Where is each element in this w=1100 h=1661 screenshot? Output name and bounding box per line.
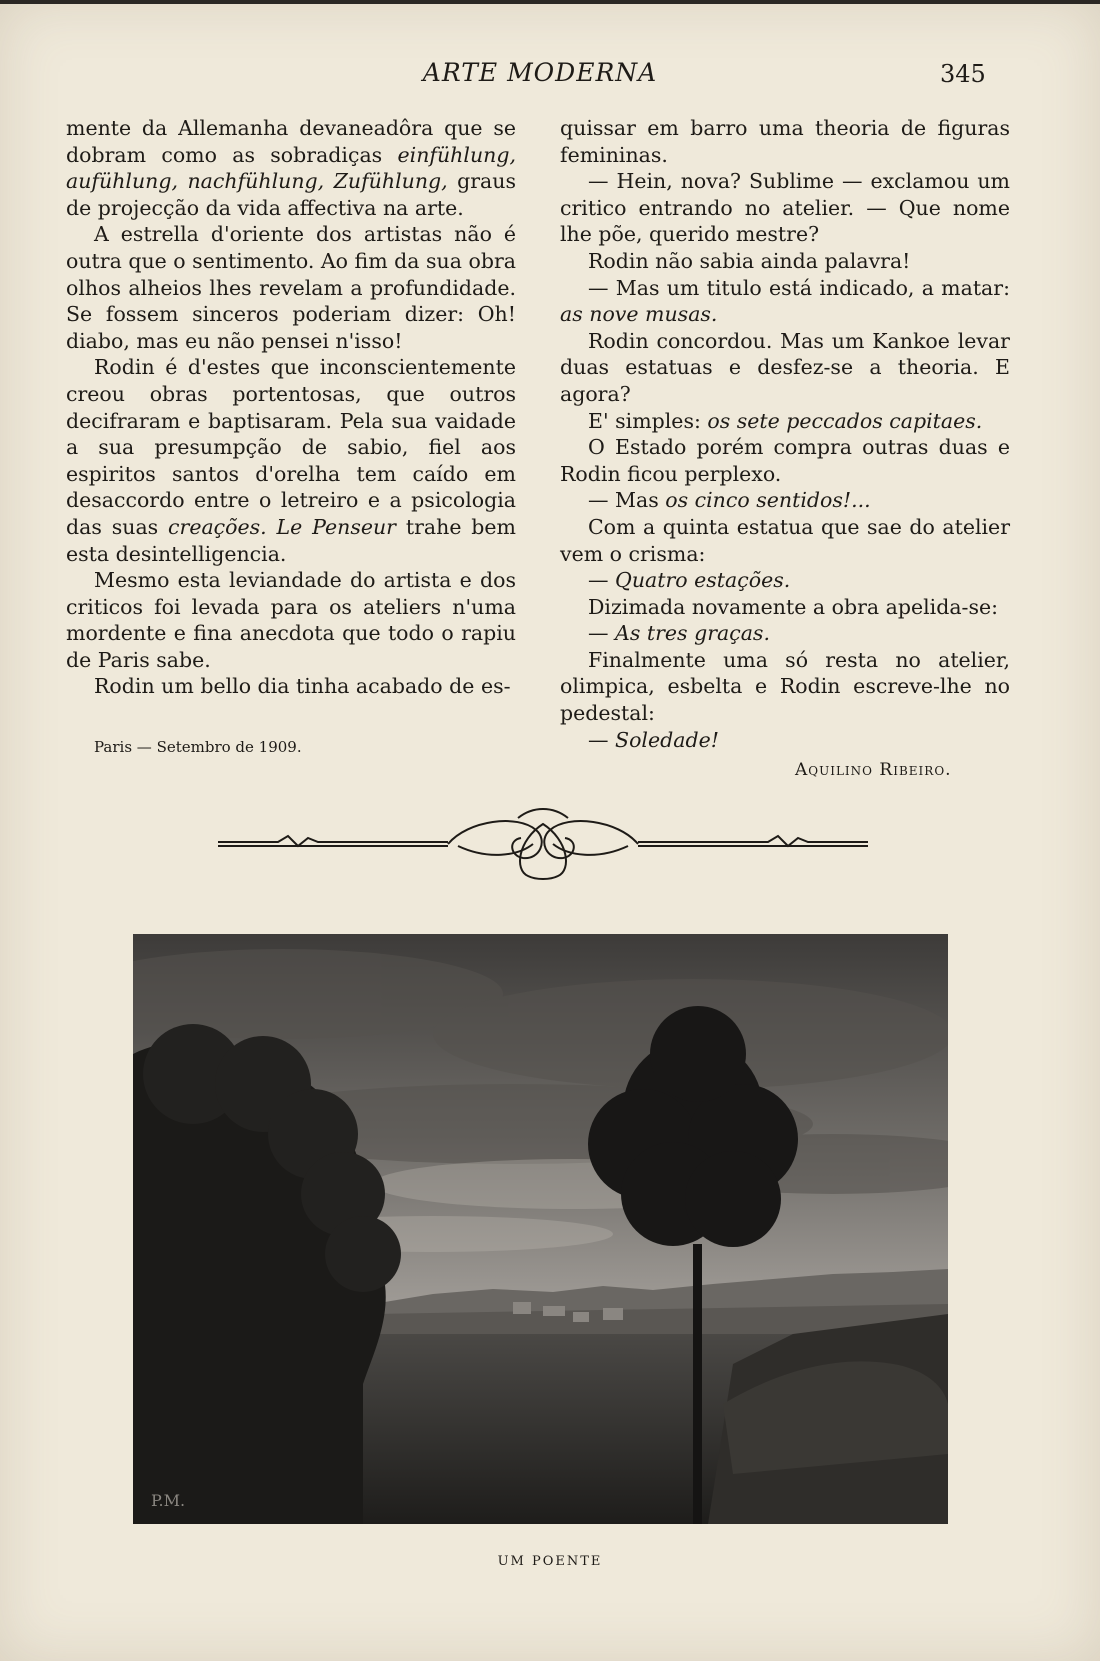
text-run: trahe bem esta desintelligencia. — [66, 514, 516, 566]
text-run: Rodin um bello dia tinha acabado de es- — [94, 674, 511, 699]
text-run: Rodin concordou. Mas um Kankoe levar duas estatuas e desfez-se a theoria. E agora? — [560, 328, 1010, 406]
italic-text: Soledade! — [615, 727, 719, 752]
text-run: Mesmo esta leviandade do artista e dos criticos foi levada para os ateliers n'uma mordente e fina anecdota que todo o rapiu de Paris sabe. — [66, 568, 516, 672]
text-run: O Estado porém compra outras duas e Rodin ficou perplexo. — [560, 435, 1010, 486]
paragraph — [560, 594, 1010, 621]
author-signature: Aquilino Ribeiro. — [795, 760, 952, 780]
ornament-divider — [218, 800, 868, 880]
left-column — [66, 115, 516, 700]
italic-text: As tres graças. — [615, 621, 770, 646]
text-run: Finalmente uma só resta no atelier, olimpica, esbelta e Rodin escreve-lhe no pedestal: — [560, 647, 1010, 726]
text-run: A estrella d'oriente dos artistas não é outra que o sentimento. Ao fim da sua obra olhos alheios lhes revelam a profundidade. Se fossem sinceros poderiam dizer: Oh! diabo, mas eu não pensei n'isso! — [66, 222, 516, 353]
paragraph — [560, 328, 1010, 408]
right-column — [560, 115, 1010, 753]
text-run: — Mas um titulo está indicado, a matar: — [588, 275, 1010, 300]
italic-text: Quatro estações. — [615, 568, 791, 593]
top-rule — [0, 0, 1100, 4]
italic-text: as nove musas. — [560, 302, 718, 327]
paragraph — [66, 354, 516, 567]
italic-text: os sete peccados capitaes. — [707, 408, 983, 433]
paragraph — [560, 487, 1010, 514]
landscape-illustration — [133, 934, 948, 1524]
text-run: mente da Allemanha devaneadôra que se dobram como as sobradiças — [66, 116, 516, 167]
text-run: Dizimada novamente a obra apelida-se: — [588, 594, 999, 619]
italic-text: creações. Le Penseur — [168, 514, 396, 539]
paragraph — [560, 620, 1010, 647]
text-run: Rodin não sabia ainda palavra! — [588, 248, 911, 273]
text-run: — Hein, nova? Sublime — exclamou um critico entrando no atelier. — Que nome lhe põe, querido mestre? — [560, 169, 1010, 247]
text-run: — Mas — [588, 488, 666, 513]
running-head — [0, 58, 1100, 98]
text-run: quissar em barro uma theoria de figuras femininas. — [560, 116, 1010, 167]
paragraph — [560, 115, 1010, 168]
italic-text: einfühlung, aufühlung, nachfühlung, Zufühlung, — [66, 142, 516, 194]
paragraph — [560, 727, 1010, 754]
photograph — [133, 934, 948, 1524]
photo-caption: UM POENTE — [497, 1554, 603, 1569]
photo-monogram: P.M. — [151, 1491, 186, 1510]
paragraph — [560, 275, 1010, 328]
text-run: — — [588, 568, 616, 593]
paragraph — [66, 221, 516, 354]
paragraph — [560, 434, 1010, 487]
text-run: graus de projecção da vida affectiva na arte. — [66, 169, 516, 220]
paragraph — [66, 567, 516, 673]
running-title: ARTE MODERNA — [422, 58, 658, 87]
paragraph — [66, 673, 516, 700]
paragraph — [560, 408, 1010, 435]
paragraph — [560, 168, 1010, 248]
paragraph — [560, 248, 1010, 275]
text-run: E' simples: — [588, 408, 708, 433]
paragraph — [560, 567, 1010, 594]
text-run: Com a quinta estatua que sae do atelier vem o crisma: — [560, 514, 1010, 566]
paragraph — [66, 115, 516, 221]
paragraph — [560, 647, 1010, 727]
text-run: — — [588, 621, 616, 646]
page-number: 345 — [940, 60, 986, 88]
paragraph — [560, 514, 1010, 567]
text-run: Rodin é d'estes que inconscientemente creou obras portentosas, que outros decifraram e baptisaram. Pela sua vaidade a sua presumpção de sabio, fiel aos espiritos santos d'orelha tem caído em desaccordo entre o letreiro e a psicologia das suas — [66, 355, 516, 539]
dateline: Paris — Setembro de 1909. — [94, 738, 302, 756]
text-run: — — [588, 727, 616, 752]
italic-text: os cinco sentidos!... — [665, 488, 871, 513]
